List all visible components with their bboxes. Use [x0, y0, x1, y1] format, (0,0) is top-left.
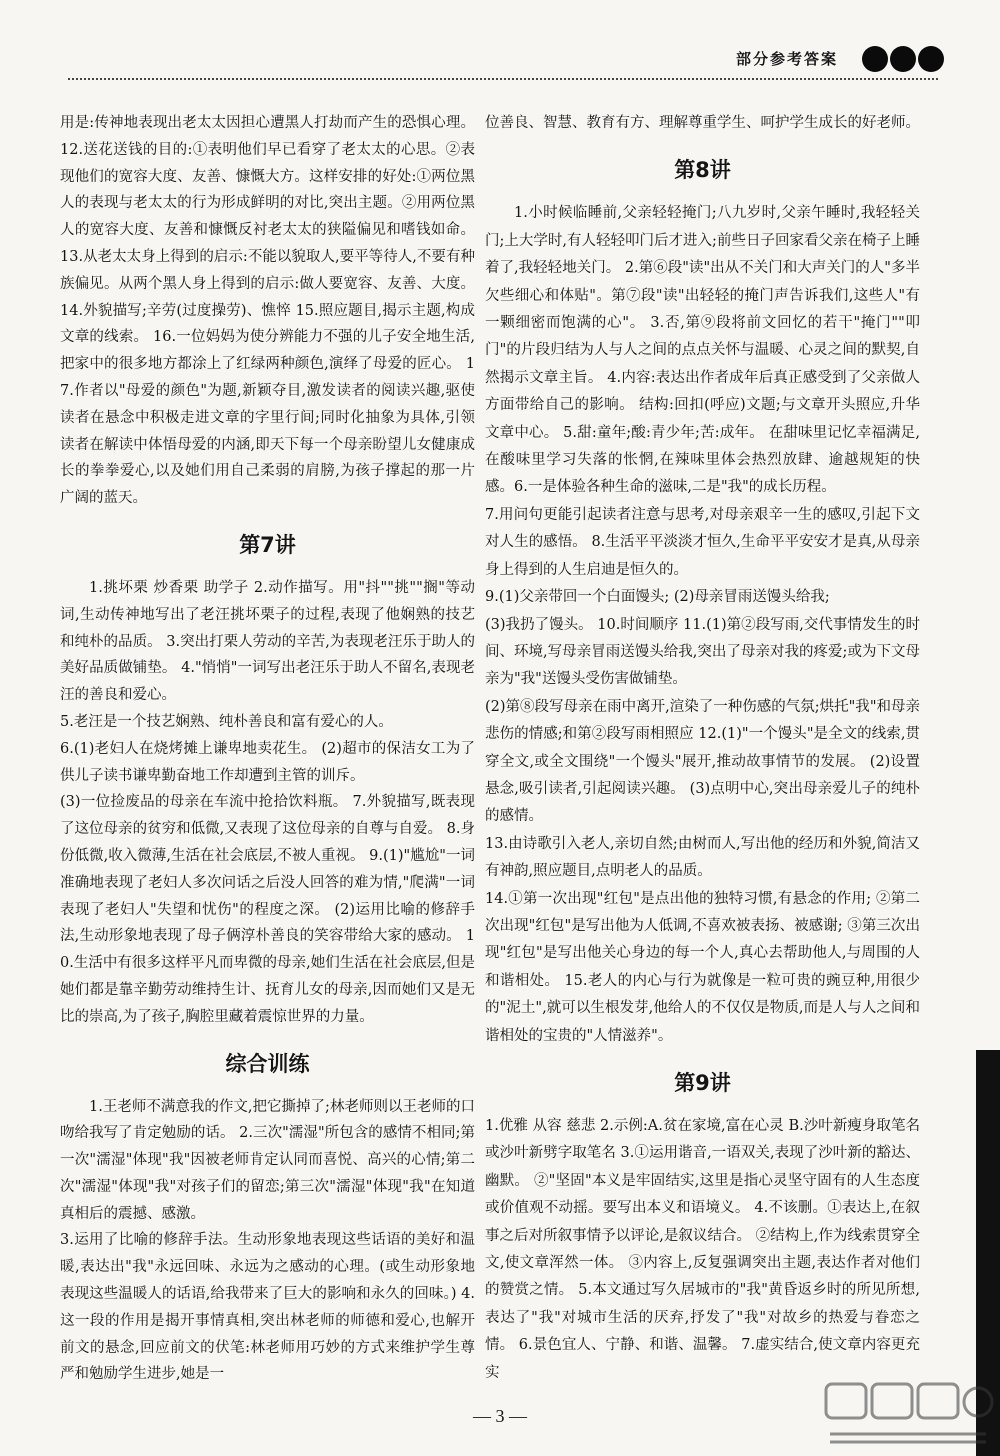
- answer-paragraph: 1.小时候临睡前,父亲轻轻掩门;八九岁时,父亲午睡时,我轻轻关门;上大学时,有人轻轻叩门后才进入;前些日子回家看父亲在椅子上睡着了,我轻轻地关门。 2.第⑥段"读"出从不关门和大声关门的人"多半欠些细心和体贴"。第⑦段"读"出轻轻的掩门声告诉我们,这些人"有一颗细密而饱满的心"。 3.否,第⑨段将前文回忆的若干"掩门""叩门"的片段归结为人与人之间的点点关怀与温暖、心灵之间的默契,自然揭示文章主旨。 4.内容:表达出作者成年后真正感受到了父亲做人方面带给自己的影响。 结构:回扣(呼应)文题;与文章开头照应,升华文章中心。 5.甜:童年;酸:青少年;苦:成年。 在甜味里记忆幸福满足,在酸味里学习失落的怅惘,在辣味里体会热烈放肆、逾越规矩的快感。6.一是体验各种生命的滋味,二是"我"的成长历程。: [485, 205, 920, 496]
- answer-paragraph: 6.(1)老妇人在烧烤摊上谦卑地卖花生。 (2)超市的保洁女工为了供儿子读书谦卑勤奋地工作却遭到主管的训斥。: [60, 740, 475, 784]
- header-dots-icon: [862, 46, 944, 72]
- answer-paragraph: (3)一位捡废品的母亲在车流中抢拾饮料瓶。 7.外貌描写,既表现了这位母亲的贫穷和低微,又表现了这位母亲的自尊与自爱。 8.身份低微,收入微薄,生活在社会底层,不被人重视。 9.(1)"尴尬"一词准确地表现了老妇人多次问话之后没人回答的难为情,"爬满"一词表现了老妇人"失望和忧伤"的程度之深。 (2)运用比喻的修辞手法,生动形象地表现了母子俩淳朴善良的笑容带给大家的感动。 10.生活中有很多这样平凡而卑微的母亲,她们生活在社会底层,但是她们都是靠辛勤劳动维持生计、抚育儿女的母亲,因而她们又是无比的崇高,为了孩子,胸腔里藏着震惊世界的力量。: [60, 794, 475, 1025]
- answer-paragraph: 1.王老师不满意我的作文,把它撕掉了;林老师则以王老师的口吻给我写了肯定勉励的话。 2.三次"濡湿"所包含的感情不相同;第一次"濡湿"体现"我"因被老师肯定认同而喜悦、高兴的心情;第二次"濡湿"体现"我"对孩子们的留恋;第三次"濡湿"体现"我"在知道真相后的震撼、感激。: [60, 1098, 475, 1222]
- answer-paragraph: 用是:传神地表现出老太太因担心遭黑人打劫而产生的恐惧心理。 12.送花送钱的目的:①表明他们早已看穿了老太太的心思。②表现他们的宽容大度、友善、慷慨大方。这样安排的好处:①两位黑人的表现与老太太的行为形成鲜明的对比,突出主题。②用两位黑人的宽容大度、友善和慷慨反衬老太太的狭隘偏见和嗜钱如命。 13.从老太太身上得到的启示:不能以貌取人,要平等待人,不要有种族偏见。从两个黑人身上得到的启示:做人要宽容、友善、大度。 14.外貌描写;辛劳(过度操劳)、憔悴 15.照应题目,揭示主题,构成文章的线索。 16.一位妈妈为使分辨能力不强的儿子安全地生活,把家中的很多地方都涂上了红绿两种颜色,演绎了母爱的匠心。 17.作者以"母爱的颜色"为题,新颖夺目,激发读者的阅读兴趣,驱使读者在悬念中积极走进文章的字里行间;同时化抽象为具体,引领读者在解读中体悟母爱的内涵,即天下每一个母亲盼望儿女健康成长的拳拳爱心,以及她们用自己柔弱的肩膀,为孩子撑起的那一片广阔的蓝天。: [60, 115, 475, 507]
- section-title: 部分参考答案: [736, 50, 839, 68]
- left-heading-lecture-7: 第7讲: [239, 532, 296, 557]
- right-section-c: [485, 1113, 920, 1387]
- right-section-a: [485, 110, 920, 137]
- answer-paragraph: 位善良、智慧、教育有方、理解尊重学生、呵护学生成长的好老师。: [485, 115, 920, 131]
- dot-icon: [890, 46, 916, 72]
- answer-paragraph: 5.老汪是一个技艺娴熟、纯朴善良和富有爱心的人。: [60, 713, 393, 730]
- page-number: — 3 —: [473, 1406, 527, 1426]
- header-divider: [68, 78, 938, 80]
- right-heading-lecture-8: 第8讲: [674, 158, 731, 183]
- left-column: [60, 110, 475, 1388]
- left-section-c: [60, 1094, 475, 1389]
- answer-paragraph: 1.优雅 从容 慈悲 2.示例:A.贫在家境,富在心灵 B.沙叶新瘦身取笔名或沙叶新劈字取笔名 3.①运用谐音,一语双关,表现了沙叶新的豁达、幽默。 ②"坚固"本义是牢固结实,这里是指心灵坚守固有的人生态度或价值观不动摇。要写出本义和语境义。 4.不该删。①表达上,在叙事之后对所叙事情予以评论,是叙议结合。 ②结构上,作为线索贯穿全文,使文章浑然一体。 ③内容上,反复强调突出主题,表达作者对他们的赞赏之情。 5.本文通过写久居城市的"我"黄昏返乡时的所见所想,表达了"我"对城市生活的厌弃,抒发了"我"对故乡的热爱与眷恋之情。 6.景色宜人、宁静、和谐、温馨。 7.虚实结合,使文章内容更充实: [485, 1118, 920, 1381]
- answer-paragraph: (2)第⑧段写母亲在雨中离开,渲染了一种伤感的气氛;烘托"我"和母亲悲伤的情感;和第②段写雨相照应 12.(1)"一个馒头"是全文的线索,贯穿全文,或全文围绕"一个馒头"展开,推动故事情节的发展。 (2)设置悬念,吸引读者,引起阅读兴趣。 (3)点明中心,突出母亲爱儿子的纯朴的感情。: [485, 698, 920, 825]
- answer-paragraph: (3)我扔了馒头。 10.时间顺序 11.(1)第②段写雨,交代事情发生的时间、环境,写母亲冒雨送馒头给我,突出了母亲对我的疼爱;或为下文母亲为"我"送馒头受伤害做铺垫。: [485, 616, 920, 688]
- dot-icon: [862, 46, 888, 72]
- answer-paragraph: 14.①第一次出现"红包"是点出他的独特习惯,有悬念的作用; ②第二次出现"红包"是写出他为人低调,不喜欢被表扬、被感谢; ③第三次出现"红包"是写出他关心身边的每一个人,真心去帮助他人,与周围的人和谐相处。 15.老人的内心与行为就像是一粒可贵的豌豆种,用很少的"泥土",就可以生根发芽,他给人的不仅仅是物质,而是人与人之间和谐相处的宝贵的"人情滋养"。: [485, 890, 920, 1044]
- answer-paragraph: 7.用问句更能引起读者注意与思考,对母亲艰辛一生的感叹,引起下文对人生的感悟。 8.生活平平淡淡才恒久,生命平平安安才是真,从母亲身上得到的人生启迪是恒久的。: [485, 506, 920, 578]
- left-heading-comprehensive: 综合训练: [225, 1051, 310, 1076]
- answer-paragraph: 9.(1)父亲带回一个白面馒头; (2)母亲冒雨送馒头给我;: [485, 589, 830, 606]
- answer-paragraph: 1.挑坏栗 炒香栗 助学子 2.动作描写。用"抖""挑""搁"等动词,生动传神地写出了老汪挑坏栗子的过程,表现了他娴熟的技艺和纯朴的品质。 3.突出打栗人劳动的辛苦,为表现老汪乐于助人的美好品质做铺垫。 4."悄悄"一词写出老汪乐于助人不留名,表现老汪的善良和爱心。: [60, 579, 475, 704]
- right-section-b: [485, 200, 920, 1050]
- answer-paragraph: 13.由诗歌引入老人,亲切自然;由树而人,写出他的经历和外貌,简洁又有神韵,照应题目,点明老人的品质。: [485, 835, 920, 880]
- watermark-logo-icon: [820, 1378, 996, 1450]
- left-section-b: [60, 575, 475, 1031]
- answer-paragraph: 3.运用了比喻的修辞手法。生动形象地表现这些话语的美好和温暖,表达出"我"永远回味、永远为之感动的心理。(或生动形象地表现这些温暖人的话语,给我带来了巨大的影响和永久的回味。) 4.这一段的作用是揭开事情真相,突出林老师的师德和爱心,也解开前文的悬念,回应前文的伏笔:林老师用巧妙的方式来维护学生尊严和勉励学生进步,她是一: [60, 1232, 475, 1383]
- left-section-a: [60, 110, 475, 512]
- dot-icon: [918, 46, 944, 72]
- right-heading-lecture-9: 第9讲: [674, 1071, 731, 1095]
- right-column: [485, 110, 920, 1387]
